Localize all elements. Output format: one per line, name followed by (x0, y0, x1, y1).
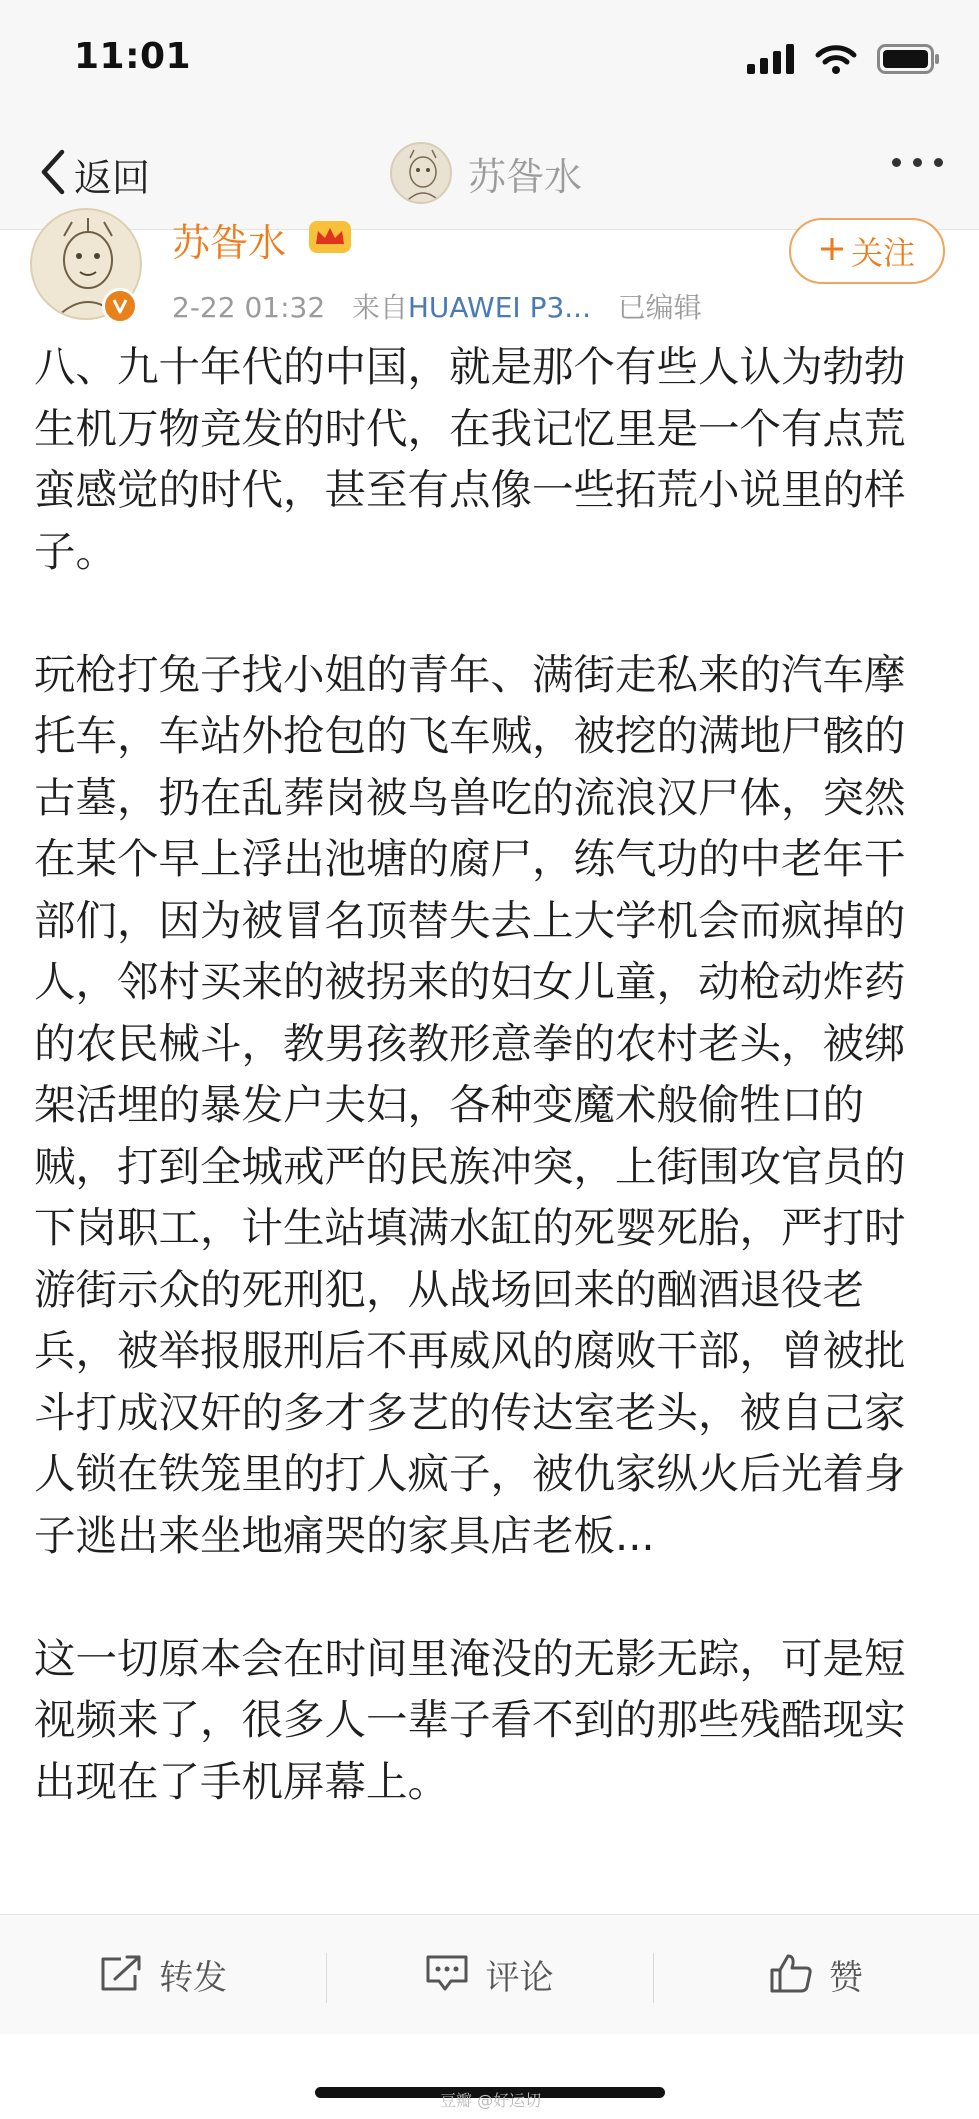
post-meta (172, 286, 702, 326)
more-dots-icon[interactable] (892, 158, 943, 167)
post-source[interactable]: HUAWEI P3... (407, 291, 591, 324)
edited-label: 已编辑 (617, 291, 702, 324)
nav-avatar (390, 142, 452, 204)
like-button[interactable] (653, 1915, 979, 2034)
like-label: 赞 (828, 1958, 863, 1998)
page-title: 苏昝水 (468, 154, 583, 199)
comment-label: 评论 (485, 1958, 554, 1998)
repost-button[interactable] (0, 1915, 326, 2034)
watermark: 豆瓣 @好运切 (440, 2091, 542, 2110)
comment-button[interactable] (326, 1915, 652, 2034)
action-toolbar (0, 1914, 979, 2034)
post-paragraph: 八、九十年代的中国，就是那个有些人认为勃勃生机万物竞发的时代，在我记忆里是一个有点荒蛮感觉的时代，甚至有点像一些拓荒小说里的样子。 (34, 342, 906, 576)
post-paragraph: 这一切原本会在时间里淹没的无影无踪，可是短视频来了，很多人一辈子看不到的那些残酷现实出现在了手机屏幕上。 (34, 1633, 906, 1806)
back-button[interactable] (40, 144, 150, 204)
post-timestamp: 2-22 01:32 (172, 291, 326, 324)
plus-icon (819, 232, 845, 270)
wifi-icon (815, 44, 857, 78)
post-body (34, 336, 946, 1812)
cellular-signal-icon (747, 44, 795, 78)
nav-bar (0, 120, 979, 230)
post-paragraph: 玩枪打兔子找小姐的青年、满街走私来的汽车摩托车，车站外抢包的飞车贼，被挖的满地尸骸的古墓，扔在乱葬岗被鸟兽吃的流浪汉尸体，突然在某个早上浮出池塘的腐尸，练气功的中老年干部们，因为被冒名顶替失去上大学机会而疯掉的人，邻村买来的被拐来的妇女儿童，动枪动炸药的农民械斗，教男孩教形意拳的农村老头，被绑架活埋的暴发户夫妇，各种变魔术般偷牲口的贼，打到全城戒严的民族冲突，上街围攻官员的下岗职工，计生站填满水缸的死婴死胎，严打时游街示众的死刑犯，从战场回来的酗酒退役老兵，被举报服刑后不再威风的腐败干部，曾被批斗打成汉奸的多才多艺的传达室老头，被自己家人锁在铁笼里的打人疯子，被仇家纵火后光着身子逃出来坐地痛哭的家具店老板... (34, 649, 906, 1560)
back-label: 返回 (74, 155, 151, 200)
repost-label: 转发 (159, 1958, 228, 1998)
author-header (0, 221, 979, 330)
thumbs-up-icon (769, 1952, 813, 1998)
follow-button[interactable] (789, 218, 945, 284)
status-bar (0, 0, 979, 120)
source-prefix: 来自 (351, 291, 408, 324)
chevron-left-icon (40, 148, 66, 200)
battery-icon (877, 44, 941, 78)
status-time: 11:01 (74, 36, 192, 77)
crown-icon (308, 220, 352, 258)
author-name[interactable]: 苏昝水 (172, 221, 287, 265)
share-icon (99, 1953, 143, 1997)
nav-title-group (390, 138, 582, 208)
status-icons (747, 44, 941, 78)
comment-icon (425, 1953, 469, 1997)
verified-badge-icon (102, 288, 138, 324)
follow-label: 关注 (850, 234, 915, 272)
